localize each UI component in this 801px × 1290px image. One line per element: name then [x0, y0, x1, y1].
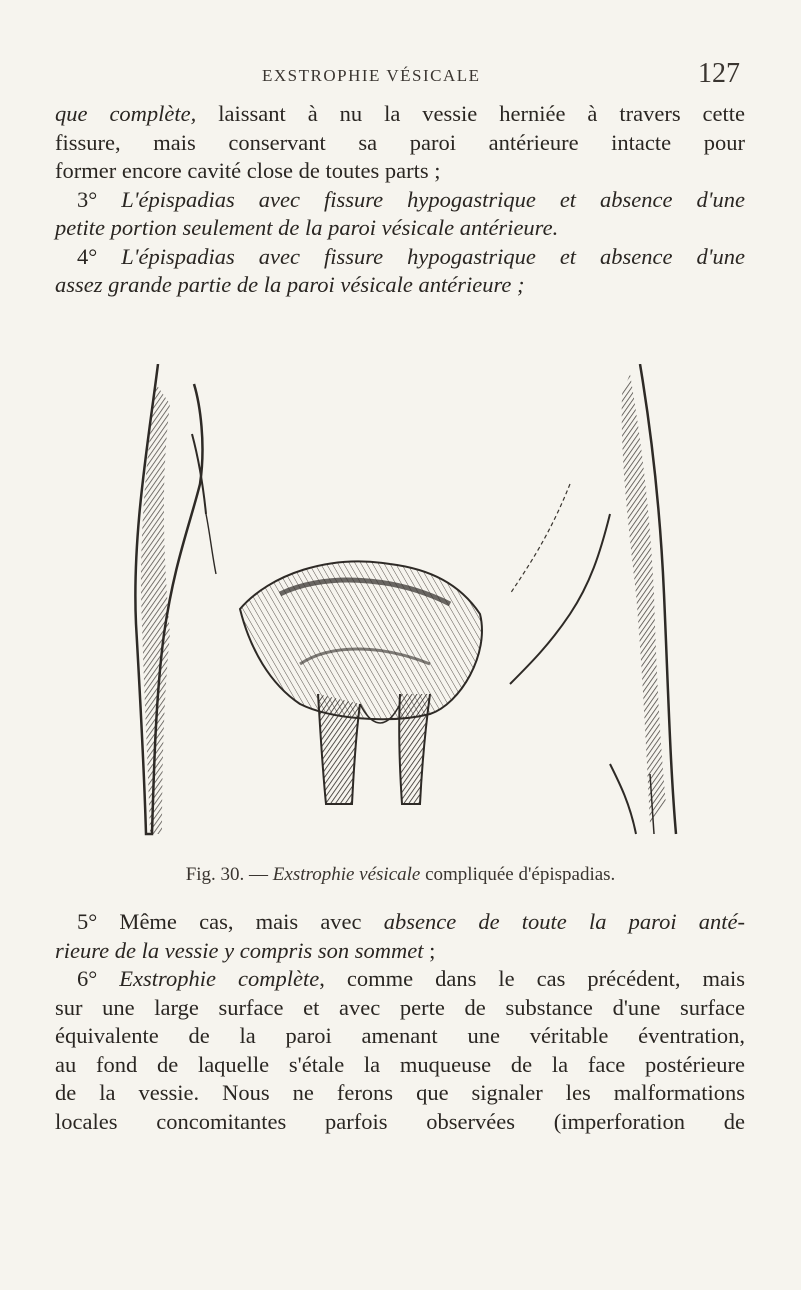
italic-phrase: assez grande partie de la paroi vésicale antérieure ;: [55, 272, 525, 297]
text-span: ;: [423, 937, 436, 963]
list-item-4: [55, 243, 745, 272]
page-number: 127: [698, 58, 740, 89]
italic-phrase: Exstrophie complète: [119, 966, 320, 991]
item-number: 5°: [77, 909, 98, 934]
text-line: [55, 271, 745, 300]
text-span: , comme dans le cas précédent, mais: [319, 966, 746, 991]
text-line: équivalente de la paroi amenant une véritable éventration,: [55, 1023, 745, 1048]
caption-text: compliquée d'épispadias.: [420, 864, 616, 885]
text-line: de la vessie. Nous ne ferons que signaler les malformations: [55, 1080, 745, 1105]
figure-illustration: [130, 364, 690, 852]
page-header: [0, 58, 801, 92]
paragraph-bottom: [55, 908, 745, 1136]
engraving-drawing: [130, 364, 690, 852]
text-line: au fond de laquelle s'étale la muqueuse de la face postérieure: [55, 1051, 745, 1077]
item-number: 4°: [77, 243, 98, 269]
item-number: 6°: [77, 966, 98, 991]
text-line: [55, 214, 745, 243]
paragraph-top: [55, 100, 745, 300]
list-item-5: [55, 908, 745, 937]
text-line: [55, 100, 745, 129]
italic-phrase: L'épispadias avec fissure hypogastrique et absence d'une: [121, 243, 746, 269]
list-item-6: [55, 965, 745, 994]
figure-caption: [0, 864, 801, 886]
list-item-3: [55, 186, 745, 215]
item-number: 3°: [77, 186, 98, 212]
text-line: sur une large surface et avec perte de substance d'une surface: [55, 994, 745, 1020]
italic-phrase: rieure de la vessie y compris son sommet: [55, 937, 424, 963]
italic-phrase: absence de toute la paroi anté-: [383, 909, 745, 934]
figure-label: Fig. 30.: [185, 864, 245, 885]
text-line: former encore cavité close de toutes parts ;: [55, 158, 441, 183]
caption-italic: Exstrophie vésicale: [272, 864, 421, 885]
text-span: laissant à nu la vessie herniée à travers cette: [196, 101, 745, 126]
text-span: Même cas, mais avec: [97, 909, 384, 934]
text-line: [55, 937, 745, 966]
caption-dash: —: [244, 864, 273, 885]
italic-phrase: petite portion seulement de la paroi vésicale antérieure.: [55, 215, 559, 240]
text-line: fissure, mais conservant sa paroi antérieure intacte pour: [55, 129, 745, 155]
italic-phrase: L'épispadias avec fissure hypogastrique et absence d'une: [121, 186, 746, 212]
text-line: locales concomitantes parfois observées (imperforation de: [55, 1108, 745, 1134]
running-title: EXSTROPHIE VÉSICALE: [262, 66, 481, 85]
italic-phrase: que complète,: [55, 101, 197, 126]
